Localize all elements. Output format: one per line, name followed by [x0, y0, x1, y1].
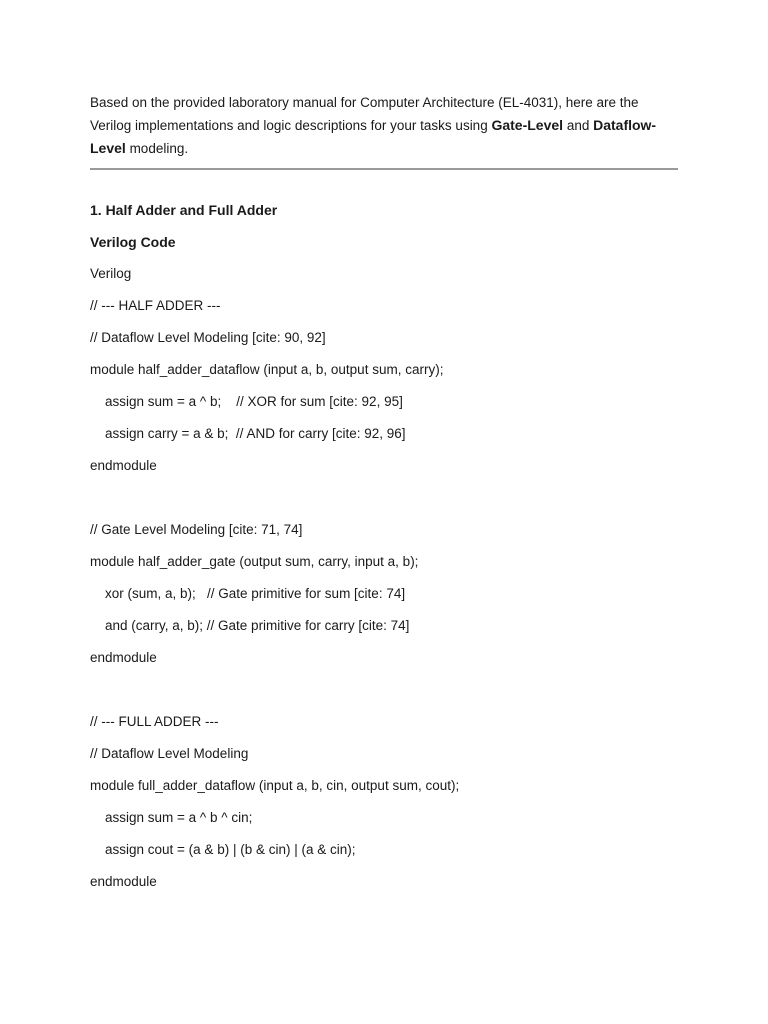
code-line: // --- HALF ADDER ---	[90, 298, 221, 313]
intro-text-3: modeling.	[125, 141, 189, 156]
code-line: xor (sum, a, b); // Gate primitive for sum [cite: 74]	[90, 586, 406, 601]
code-line: endmodule	[90, 650, 157, 665]
code-line: // Dataflow Level Modeling	[90, 746, 249, 761]
intro-paragraph	[90, 92, 678, 160]
code-line: module full_adder_dataflow (input a, b, cin, output sum, cout);	[90, 778, 460, 793]
code-line: assign cout = (a & b) | (b & cin) | (a & cin);	[90, 842, 356, 857]
code-line: module half_adder_dataflow (input a, b, output sum, carry);	[90, 362, 444, 377]
intro-bold-gate-level: Gate-Level	[491, 117, 564, 133]
code-line: assign carry = a & b; // AND for carry [cite: 92, 96]	[90, 426, 406, 441]
code-line: // --- FULL ADDER ---	[90, 714, 219, 729]
section-title: 1. Half Adder and Full Adder	[90, 202, 278, 218]
code-line: // Dataflow Level Modeling [cite: 90, 92]	[90, 330, 326, 345]
section-subtitle: Verilog Code	[90, 234, 176, 250]
code-line: assign sum = a ^ b ^ cin;	[90, 810, 253, 825]
intro-text-1: Based on the provided laboratory manual for Computer Architecture (EL-4031), here are the Verilog implementations and logic descriptions for your tasks using	[90, 95, 639, 133]
code-line: and (carry, a, b); // Gate primitive for carry [cite: 74]	[90, 618, 410, 633]
intro-text-2: and	[563, 118, 594, 133]
horizontal-divider	[90, 168, 678, 170]
code-line: // Gate Level Modeling [cite: 71, 74]	[90, 522, 303, 537]
code-line: endmodule	[90, 874, 157, 889]
intro-bold-dataflow-level: Dataflow-Level	[90, 117, 657, 156]
code-line: module half_adder_gate (output sum, carry, input a, b);	[90, 554, 419, 569]
code-line: assign sum = a ^ b; // XOR for sum [cite: 92, 95]	[90, 394, 403, 409]
code-language-label: Verilog	[90, 266, 132, 281]
code-line: endmodule	[90, 458, 157, 473]
